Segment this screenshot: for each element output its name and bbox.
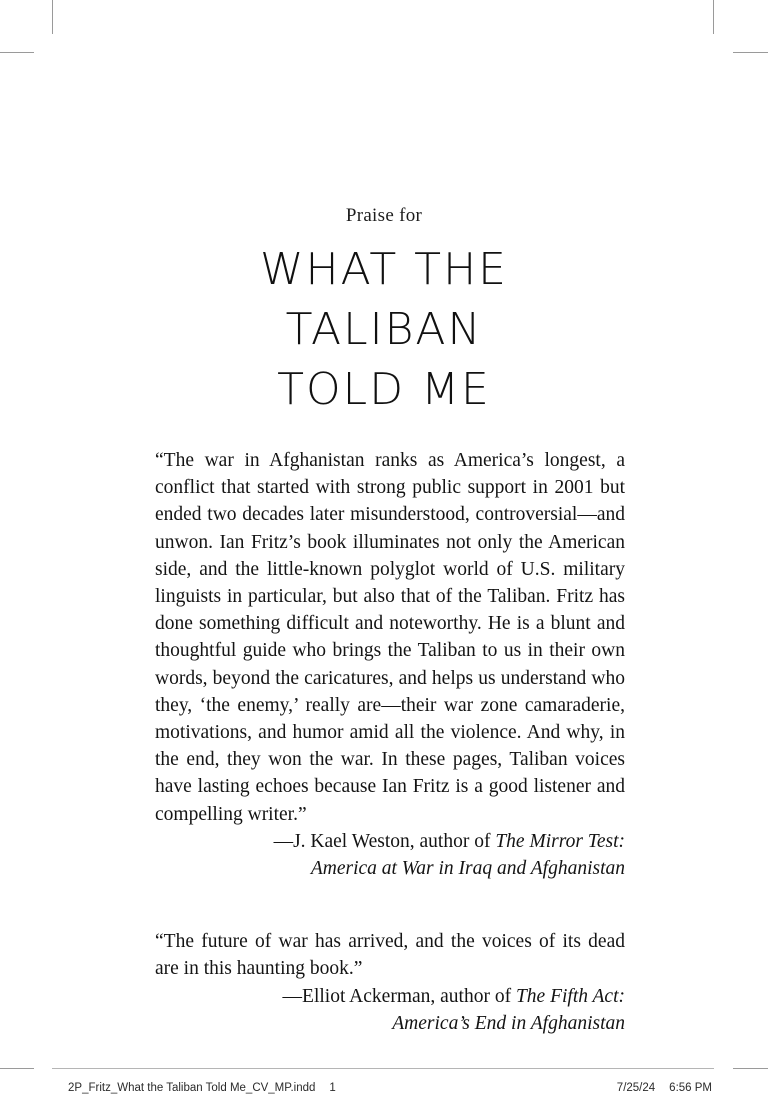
footer-filename: 2P_Fritz_What the Taliban Told Me_CV_MP.indd (68, 1082, 316, 1094)
page-title-line-2: TALIBAN (285, 304, 483, 355)
blurb-attribution (155, 983, 625, 1010)
blurb-attribution-work-line-1: The Fifth Act: (515, 985, 625, 1007)
blurb-text: “The war in Afghanistan ranks as America’s longest, a conflict that started with strong public support in 2001 but ended two decades later misunderstood, controversial—and unwon. Ian Fritz’s book illuminates not only the American side, and the little-known polyglot world of U.S. military linguists in particular, but also that of the Taliban. Fritz has done something difficult and noteworthy. He is a blunt and thoughtful guide who brings the Taliban to us in their own words, beyond the caricatures, and helps us understand who they, ‘the enemy,’ really are—their war zone camaraderie, motivations, and humor amid all the violence. And why, in the end, they won the war. In these pages, Taliban voices have lasting echoes because Ian Fritz is a good listener and compelling writer.” (155, 450, 625, 825)
footer-divider (52, 1068, 714, 1069)
blurb-text: “The future of war has arrived, and the voices of its dead are in this haunting book.” (155, 931, 625, 980)
blurb-attribution-work-line-1: The Mirror Test: (495, 830, 625, 852)
praise-for-label: Praise for (345, 205, 423, 226)
footer-page-number: 1 (329, 1082, 336, 1094)
blurb-separator (155, 882, 625, 928)
blurb-attribution (155, 828, 625, 855)
page-title-line-3: TOLD ME (277, 364, 491, 415)
footer-date: 7/25/24 (616, 1082, 656, 1094)
footer-timestamp (617, 1082, 712, 1094)
blurb-attribution-name: —J. Kael Weston, author of (273, 830, 496, 852)
page-footer (0, 1068, 768, 1112)
blurb-attribution-work-line-2: America’s End in Afghanistan (392, 1012, 625, 1034)
blurb-attribution-continued (155, 855, 625, 882)
footer-file-info (68, 1082, 336, 1094)
blurb-attribution-continued (155, 1010, 625, 1037)
page-title-line-1: WHAT THE (260, 244, 508, 295)
page-title (0, 240, 768, 420)
footer-time: 6:56 PM (669, 1082, 712, 1094)
blurb-attribution-work-line-2: America at War in Iraq and Afghanistan (310, 858, 625, 880)
blurb-attribution-name: —Elliot Ackerman, author of (282, 985, 516, 1007)
blurb-list (155, 447, 625, 1037)
